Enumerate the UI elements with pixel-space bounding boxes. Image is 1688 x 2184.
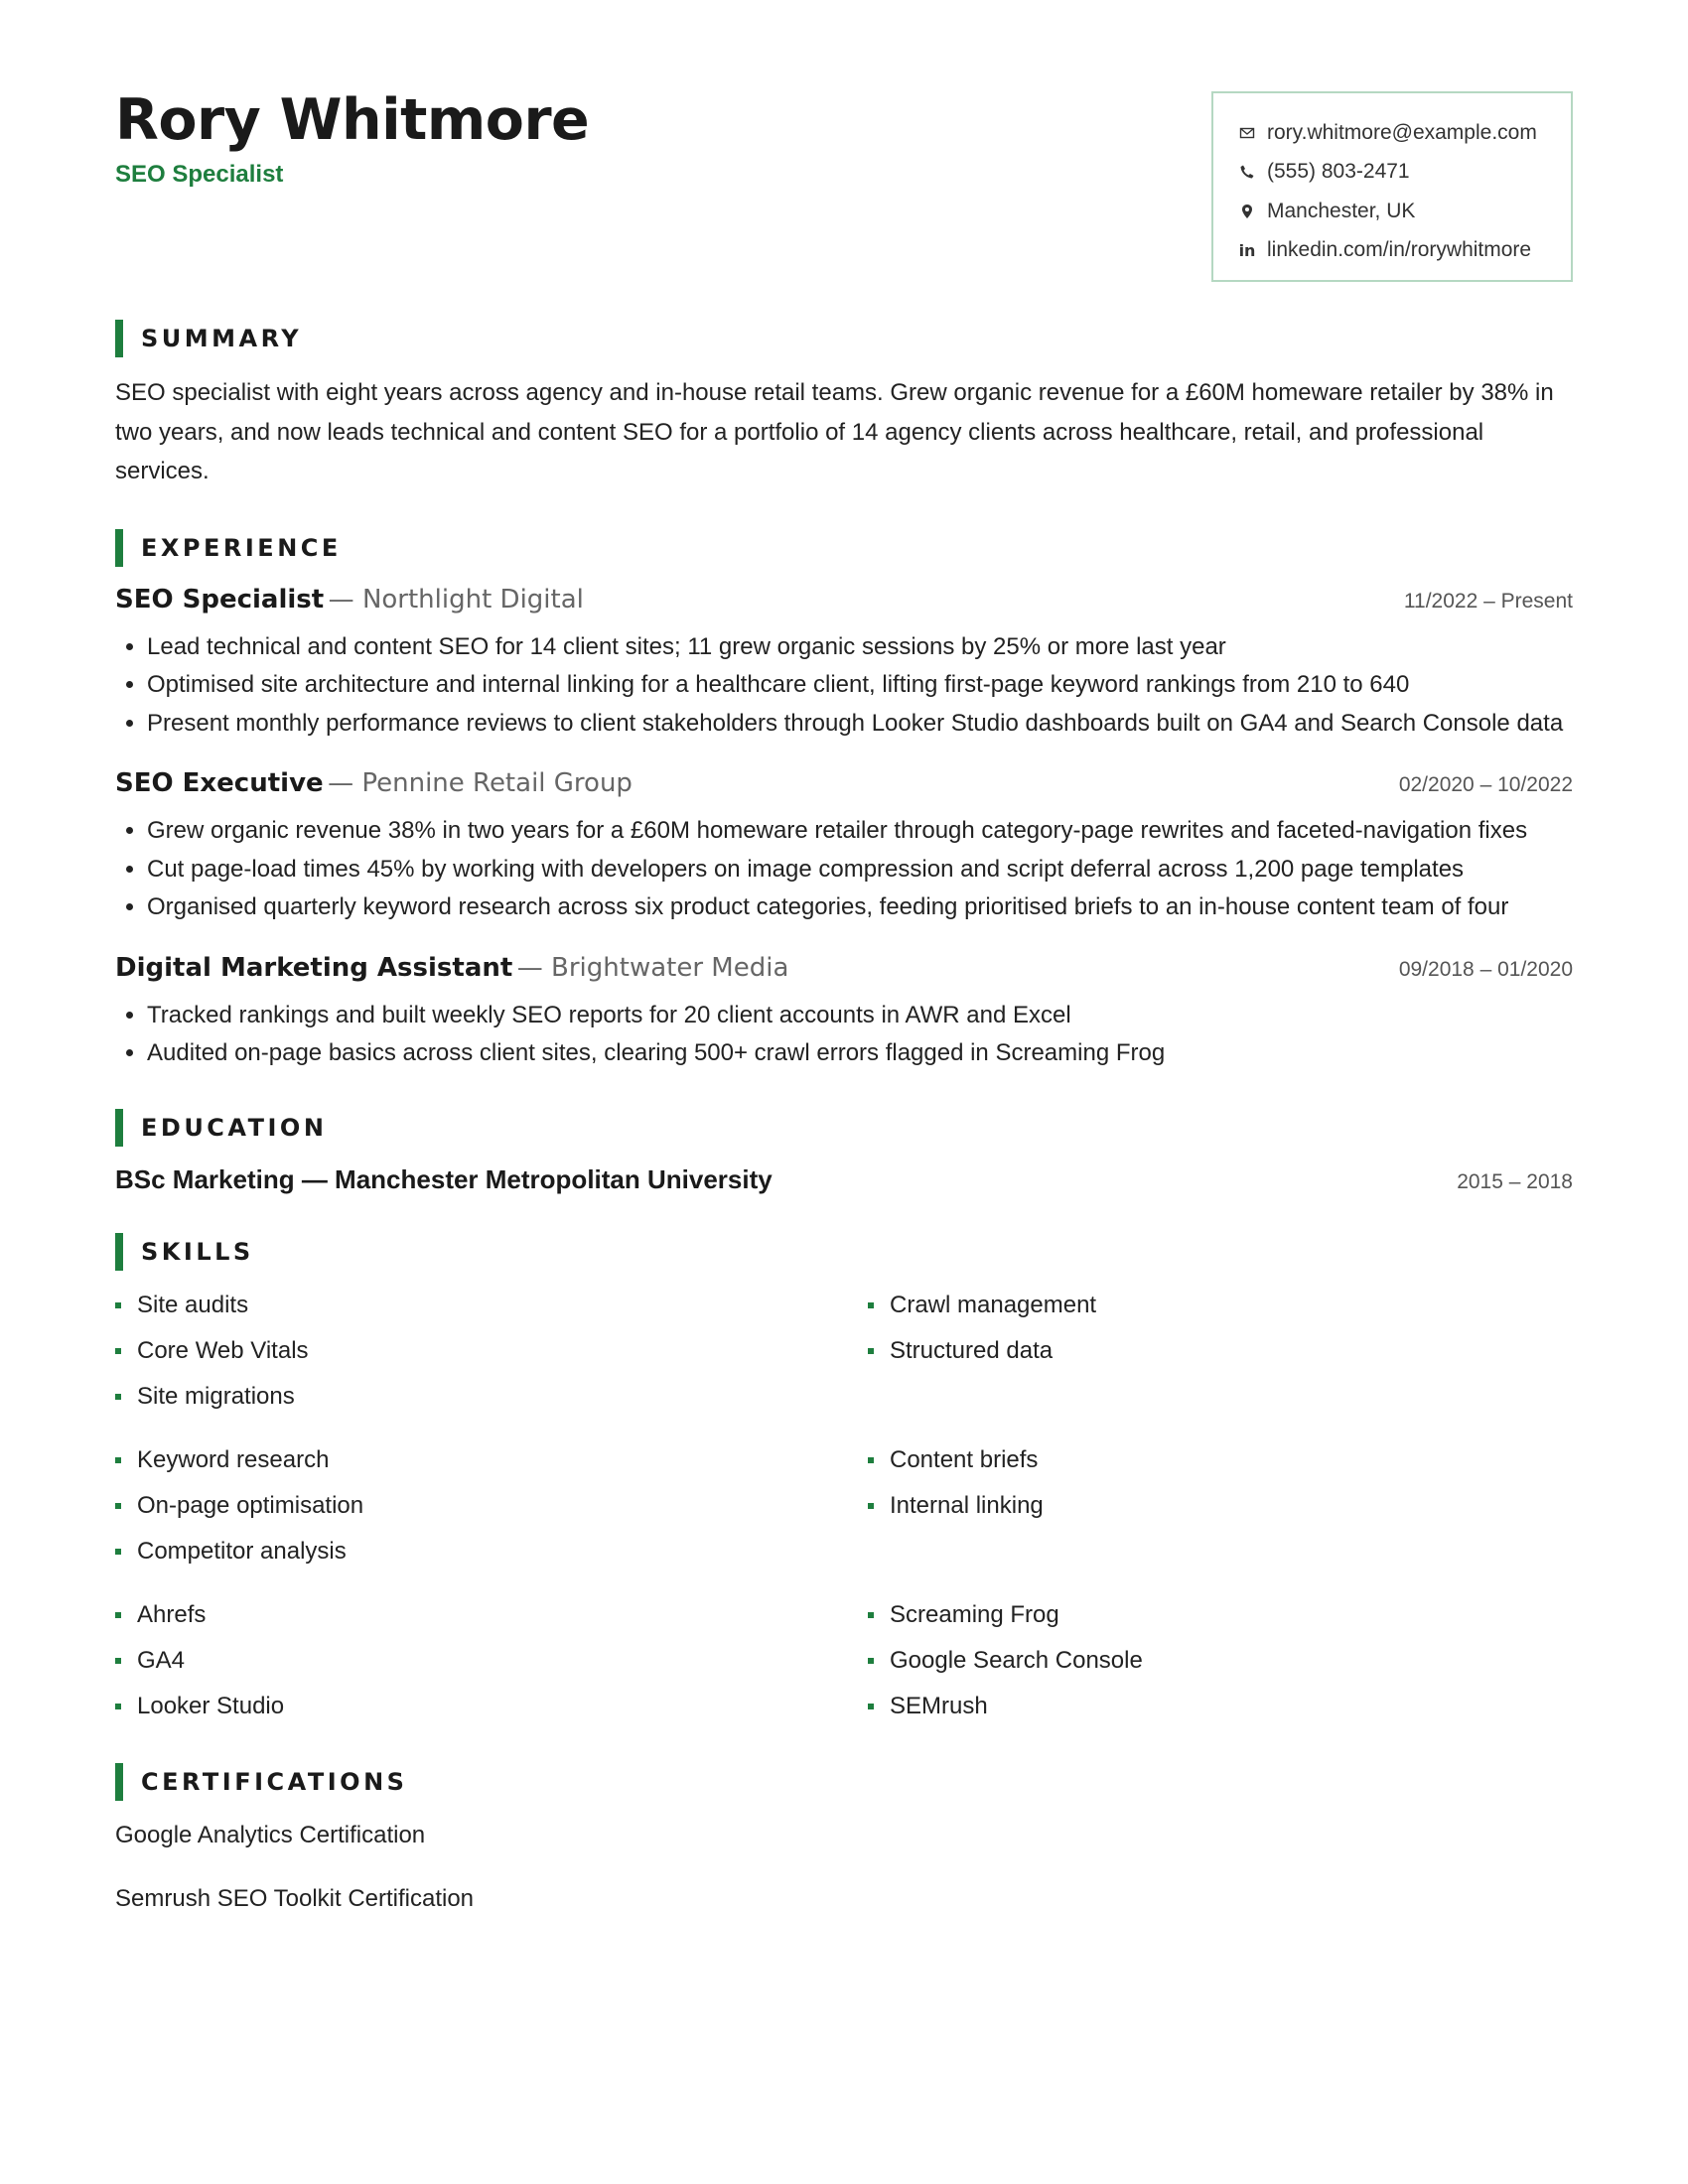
section-accent-bar	[115, 1763, 123, 1801]
job-bullets	[115, 812, 1573, 927]
skill-item: Site audits	[115, 1283, 868, 1328]
contact-location	[1237, 192, 1571, 231]
bullet-square-icon	[115, 1503, 121, 1509]
resume-header	[115, 0, 1573, 308]
job-company: Brightwater Media	[551, 952, 789, 983]
skill-item: Keyword research	[115, 1437, 868, 1483]
summary-section	[115, 320, 1573, 491]
job-bullet: • Audited on-page basics across client sites, clearing 500+ crawl errors flagged in Screaming Frog	[147, 1034, 1573, 1073]
skill-item: GA4	[115, 1638, 868, 1684]
bullet-square-icon	[868, 1704, 874, 1709]
skills-column-left	[115, 1437, 868, 1574]
job-bullet: • Lead technical and content SEO for 14 client sites; 11 grew organic sessions by 25% or more last year	[147, 628, 1573, 667]
certifications-list	[115, 1813, 1573, 1930]
bullet-square-icon	[115, 1658, 121, 1664]
skill-item: Google Search Console	[868, 1638, 1573, 1684]
education-degree: BSc Marketing — Manchester Metropolitan University	[115, 1163, 773, 1194]
skills-section	[115, 1233, 1573, 1729]
certification-item: Google Analytics Certification	[115, 1821, 426, 1848]
skill-item: SEMrush	[868, 1684, 1573, 1729]
job-header	[115, 953, 1573, 997]
skill-item: Structured data	[868, 1328, 1573, 1374]
job-separator: —	[516, 952, 552, 983]
job-company: Northlight Digital	[361, 584, 584, 614]
section-heading-skills: SKILLS	[115, 1233, 1573, 1271]
skill-item: Internal linking	[868, 1483, 1573, 1529]
bullet-square-icon	[115, 1457, 121, 1463]
job-title: SEO Executive	[115, 768, 324, 798]
skill-item: Ahrefs	[115, 1592, 868, 1638]
certifications-section	[115, 1763, 1573, 1930]
section-heading-certifications: CERTIFICATIONS	[115, 1763, 1573, 1801]
contact-location-text: Manchester, UK	[1267, 199, 1416, 222]
job-bullet: • Cut page-load times 45% by working with developers on image compression and script deferral across 1,200 page templates	[147, 851, 1573, 889]
skills-group	[115, 1437, 1573, 1574]
job-bullet: • Present monthly performance reviews to client stakeholders through Looker Studio dashboards built on GA4 and Search Console data	[147, 705, 1573, 744]
job-separator: —	[328, 768, 362, 798]
bullet-square-icon	[868, 1503, 874, 1509]
skills-column-right	[868, 1592, 1573, 1729]
contact-email-text: rory.whitmore@example.com	[1267, 120, 1537, 144]
section-accent-bar	[115, 1109, 123, 1147]
bullet-square-icon	[115, 1394, 121, 1400]
job-entry	[115, 953, 1573, 1073]
contact-linkedin[interactable]	[1237, 231, 1571, 271]
bullet-square-icon	[115, 1348, 121, 1354]
candidate-role: SEO Specialist	[115, 161, 284, 188]
skills-column-left	[115, 1592, 868, 1729]
contact-email[interactable]	[1237, 113, 1571, 153]
job-company: Pennine Retail Group	[361, 768, 633, 798]
job-bullet: • Organised quarterly keyword research across six product categories, feeding prioritised briefs to an in-house content team of four	[147, 888, 1573, 927]
skill-item: Core Web Vitals	[115, 1328, 868, 1374]
skill-item: Screaming Frog	[868, 1592, 1573, 1638]
job-bullet: • Grew organic revenue 38% in two years for a £60M homeware retailer through category-page rewrites and faceted-navigation fixes	[147, 812, 1573, 851]
bullet-square-icon	[115, 1612, 121, 1618]
skills-column-right	[868, 1437, 1573, 1574]
section-accent-bar	[115, 529, 123, 567]
contact-phone[interactable]	[1237, 153, 1571, 193]
skill-item: Competitor analysis	[115, 1529, 868, 1574]
job-title: SEO Specialist	[115, 584, 325, 614]
envelope-icon	[1237, 123, 1257, 143]
job-header	[115, 768, 1573, 812]
job-dates: 11/2022 – Present	[1403, 589, 1573, 613]
certification-item: Semrush SEO Toolkit Certification	[115, 1884, 475, 1912]
summary-text: SEO specialist with eight years across agency and in-house retail teams. Grew organic revenue for a £60M homeware retailer by 38% in two years, and now leads technical and content SEO for a portfolio of 14 agency clients across healthcare, retail, and professional services.	[115, 379, 1554, 484]
contact-linkedin-text: linkedin.com/in/rorywhitmore	[1267, 238, 1532, 262]
education-entry	[115, 1164, 1573, 1195]
job-bullets	[115, 997, 1573, 1073]
bullet-square-icon	[868, 1302, 874, 1308]
job-entry	[115, 585, 1573, 744]
skill-item: Crawl management	[868, 1283, 1573, 1328]
job-entry	[115, 768, 1573, 927]
skills-group	[115, 1283, 1573, 1420]
bullet-square-icon	[868, 1612, 874, 1618]
job-dates: 02/2020 – 10/2022	[1398, 773, 1573, 796]
job-header	[115, 585, 1573, 628]
section-heading-summary: SUMMARY	[115, 320, 1573, 357]
bullet-square-icon	[115, 1549, 121, 1555]
bullet-square-icon	[868, 1457, 874, 1463]
education-dates: 2015 – 2018	[1457, 1169, 1573, 1193]
skill-item: Content briefs	[868, 1437, 1573, 1483]
contact-phone-text: (555) 803-2471	[1267, 160, 1410, 184]
skills-column-left	[115, 1283, 868, 1420]
job-bullet: • Optimised site architecture and internal linking for a healthcare client, lifting first-page keyword rankings from 210 to 640	[147, 666, 1573, 705]
bullet-square-icon	[868, 1658, 874, 1664]
job-bullet: • Tracked rankings and built weekly SEO reports for 20 client accounts in AWR and Excel	[147, 997, 1573, 1035]
job-title: Digital Marketing Assistant	[115, 952, 513, 983]
phone-icon	[1237, 162, 1257, 182]
job-dates: 09/2018 – 01/2020	[1398, 957, 1573, 981]
skills-column-right	[868, 1283, 1573, 1420]
education-section	[115, 1109, 1573, 1195]
job-separator: —	[328, 584, 362, 614]
section-accent-bar	[115, 1233, 123, 1271]
section-accent-bar	[115, 320, 123, 357]
candidate-name: Rory Whitmore	[115, 87, 590, 153]
contact-box	[1211, 91, 1573, 282]
bullet-square-icon	[115, 1302, 121, 1308]
section-heading-education: EDUCATION	[115, 1109, 1573, 1147]
resume-page	[115, 0, 1573, 1930]
skill-item: On-page optimisation	[115, 1483, 868, 1529]
bullet-square-icon	[868, 1348, 874, 1354]
linkedin-icon: in	[1238, 240, 1256, 260]
skill-item: Site migrations	[115, 1374, 868, 1420]
job-bullets	[115, 628, 1573, 744]
bullet-square-icon	[115, 1704, 121, 1709]
map-pin-icon	[1237, 202, 1257, 221]
experience-section	[115, 529, 1573, 1073]
section-heading-experience: EXPERIENCE	[115, 529, 1573, 567]
skill-item: Looker Studio	[115, 1684, 868, 1729]
skills-group	[115, 1592, 1573, 1729]
